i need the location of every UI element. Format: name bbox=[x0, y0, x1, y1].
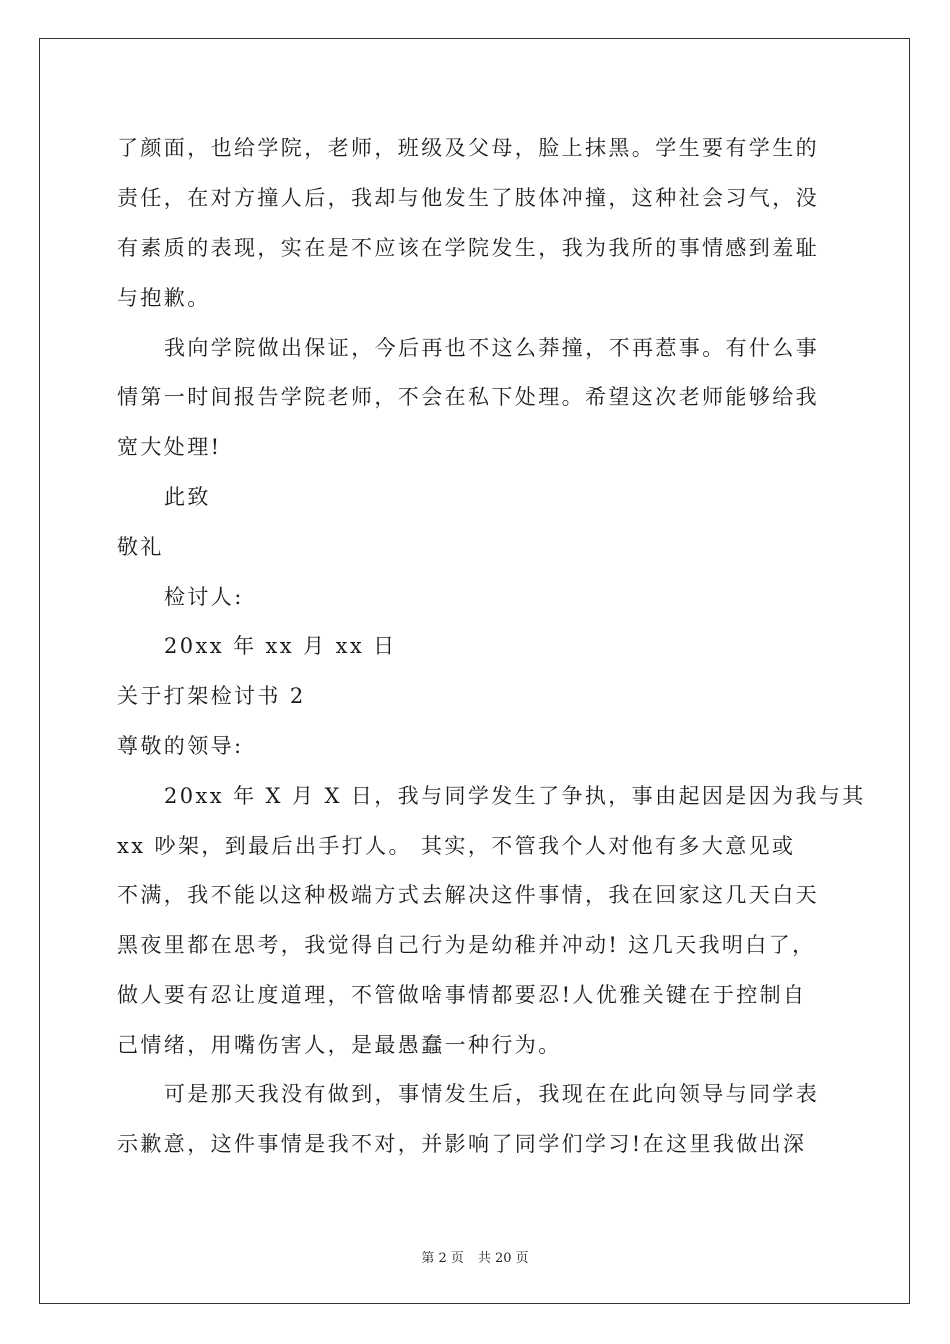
paragraph-line: 宽大处理! bbox=[117, 435, 222, 459]
paragraph-line: 做人要有忍让度道理，不管做啥事情都要忍!人优雅关键在于控制自 bbox=[117, 983, 807, 1007]
closing-salutation: 此致 bbox=[164, 485, 211, 509]
paragraph-line: 与抱歉。 bbox=[117, 286, 211, 310]
closing-regards: 敬礼 bbox=[117, 535, 164, 559]
page-footer bbox=[0, 1247, 950, 1266]
greeting: 尊敬的领导: bbox=[117, 734, 244, 758]
paragraph-line: 可是那天我没有做到，事情发生后，我现在在此向领导与同学表 bbox=[164, 1082, 820, 1106]
paragraph-line: 己情绪，用嘴伤害人，是最愚蠢一种行为。 bbox=[117, 1033, 562, 1057]
page-number: 第 2 页 bbox=[421, 1251, 464, 1266]
paragraph-line: 示歉意，这件事情是我不对，并影响了同学们学习!在这里我做出深 bbox=[117, 1132, 807, 1156]
paragraph-line: 了颜面，也给学院，老师，班级及父母，脸上抹黑。学生要有学生的 bbox=[117, 136, 819, 160]
paragraph-line: 不满，我不能以这种极端方式去解决这件事情，我在回家这几天白天 bbox=[117, 883, 819, 907]
paragraph-line: 黑夜里都在思考，我觉得自己行为是幼稚并冲动! 这几天我明白了， bbox=[117, 933, 816, 957]
paragraph-line: 情第一时间报告学院老师，不会在私下处理。希望这次老师能够给我 bbox=[117, 385, 819, 409]
paragraph-line: xx 吵架，到最后出手打人。 其实，不管我个人对他有多大意见或 bbox=[117, 834, 796, 858]
page-total: 共 20 页 bbox=[477, 1251, 529, 1266]
section-title: 关于打架检讨书 2 bbox=[117, 684, 306, 708]
signature-label: 检讨人: bbox=[164, 585, 244, 609]
date-line: 20xx 年 xx 月 xx 日 bbox=[164, 634, 397, 658]
paragraph-line: 有素质的表现，实在是不应该在学院发生，我为我所的事情感到羞耻 bbox=[117, 236, 819, 260]
paragraph-line: 我向学院做出保证，今后再也不这么莽撞，不再惹事。有什么事 bbox=[164, 336, 820, 360]
paragraph-line: 20xx 年 X 月 X 日，我与同学发生了争执，事由起因是因为我与其 bbox=[164, 784, 866, 808]
paragraph-line: 责任，在对方撞人后，我却与他发生了肢体冲撞，这种社会习气，没 bbox=[117, 186, 819, 210]
